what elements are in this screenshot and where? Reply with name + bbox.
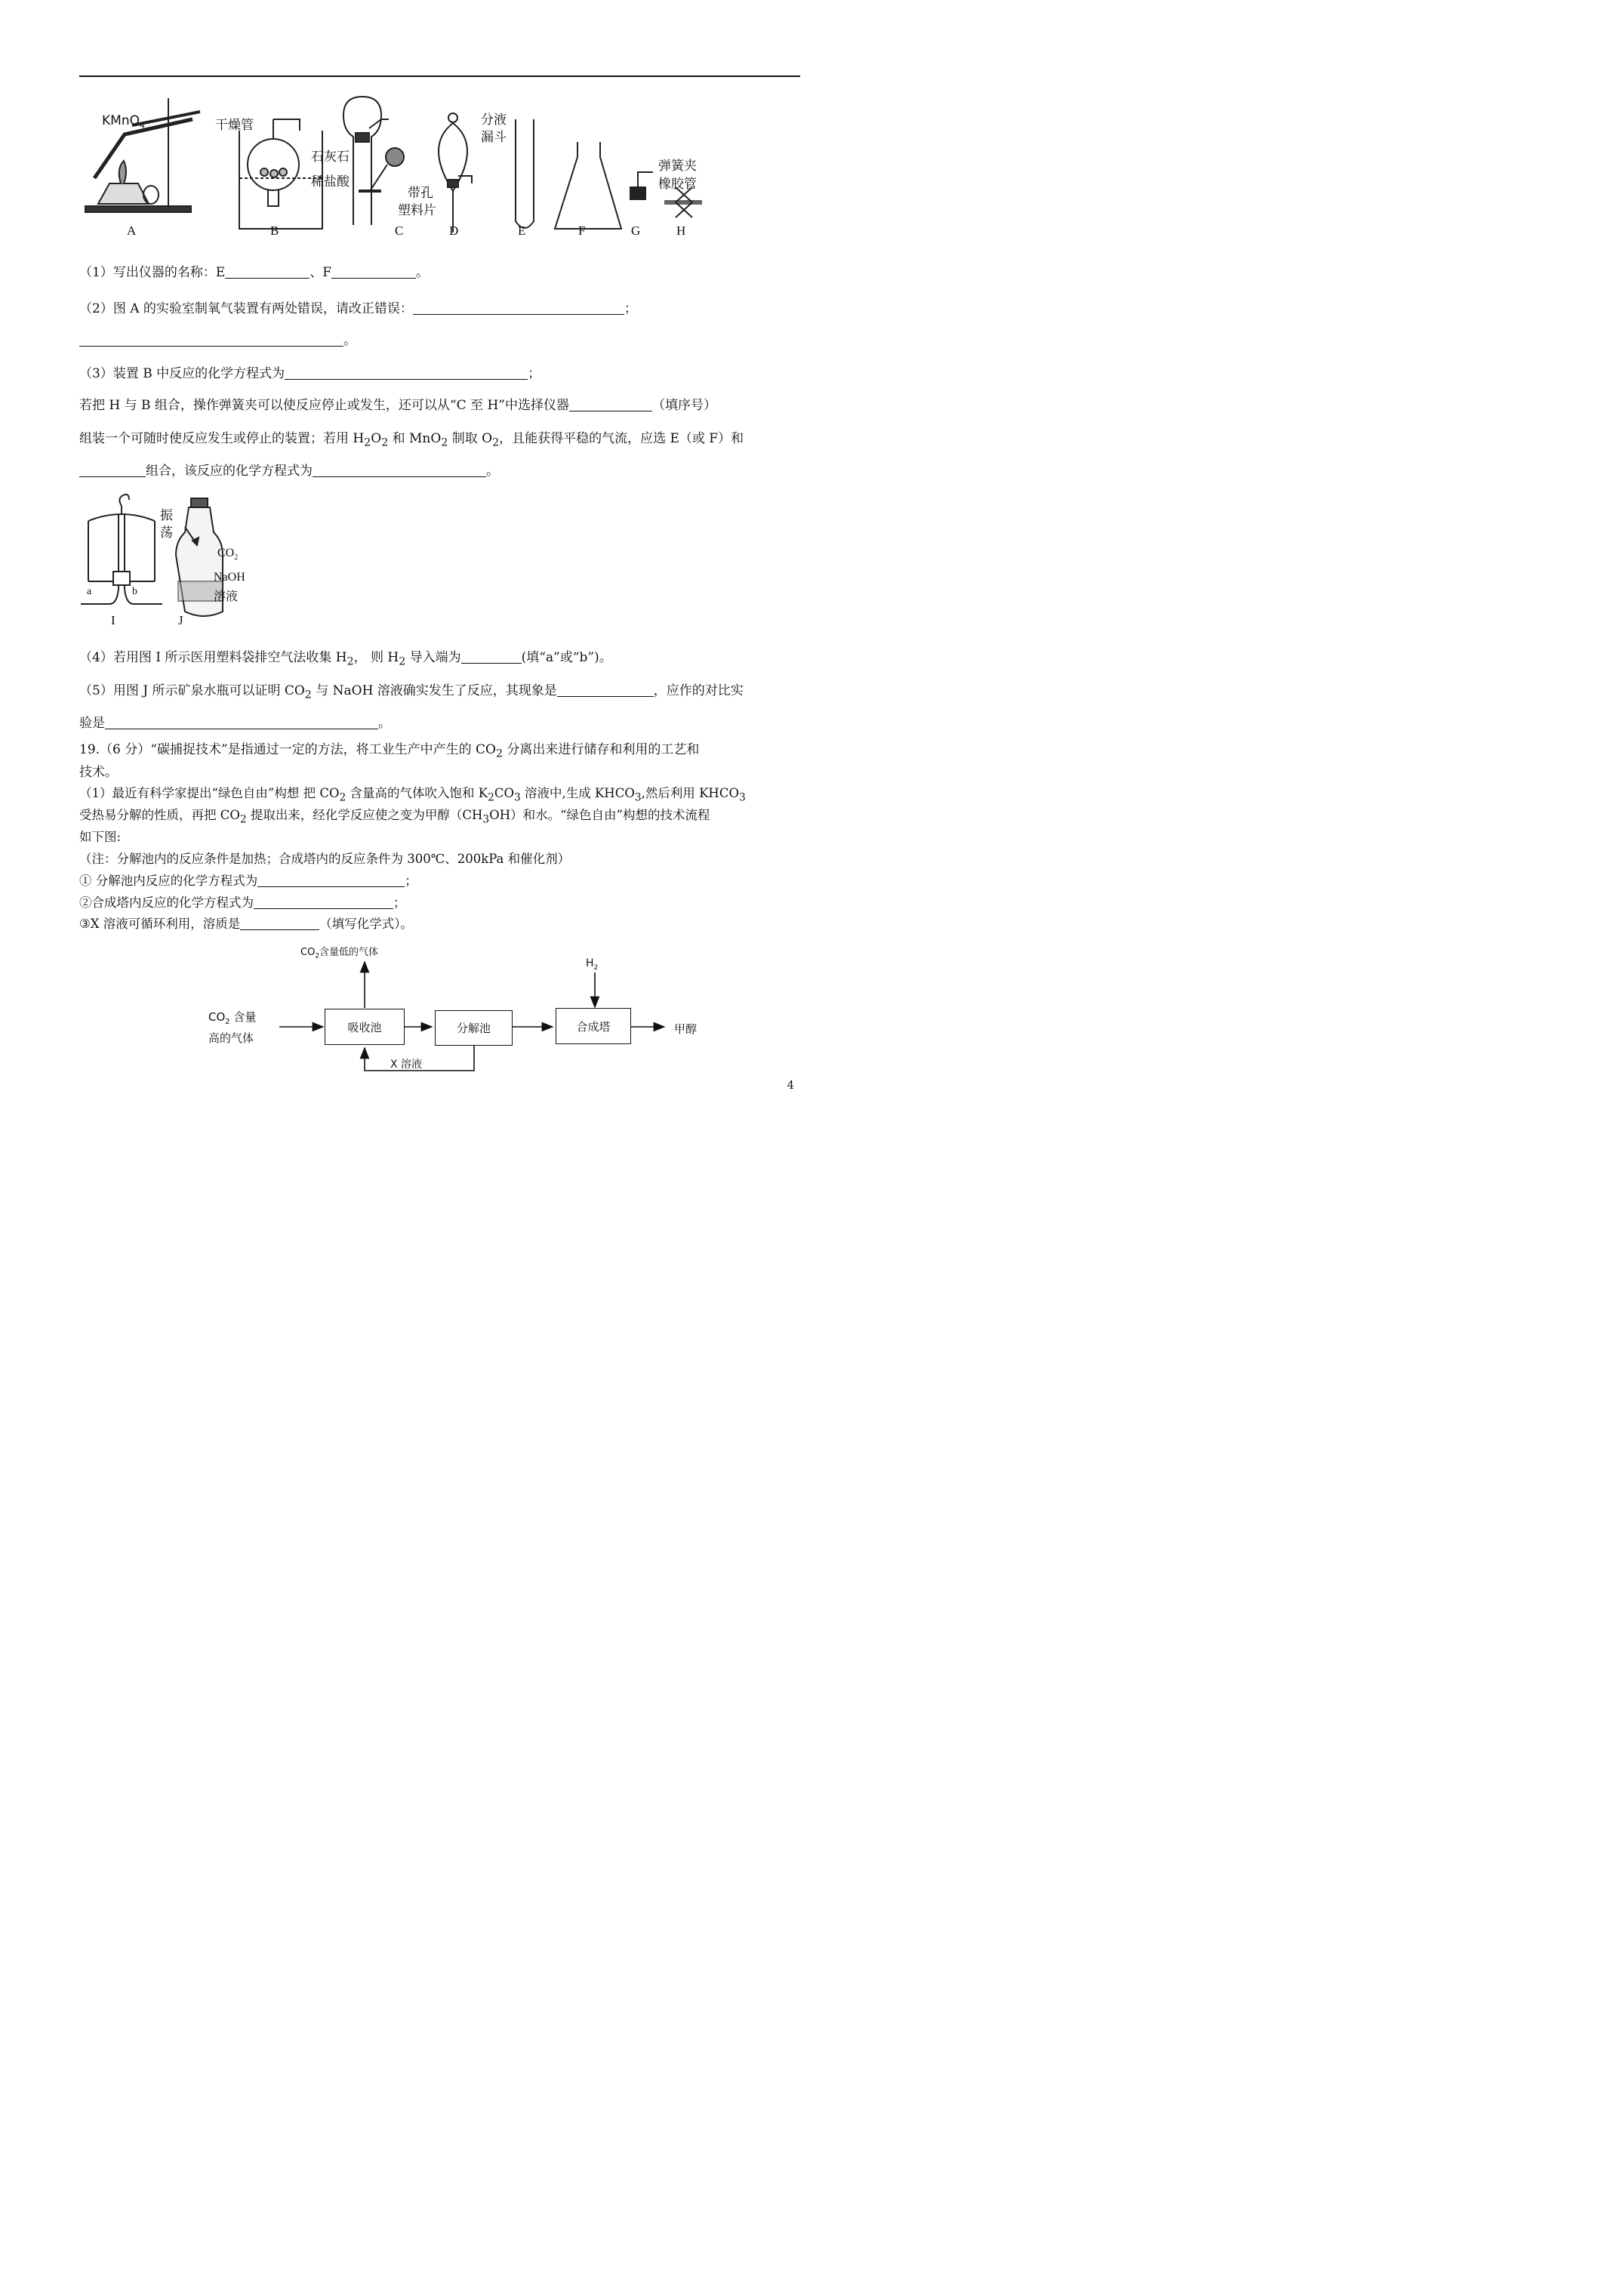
label-rubber-tube: 橡胶管 [658, 177, 697, 192]
question-19-part1-line1: （1）最近有科学家提出“绿色自由”构想 把 $CO_2$ 含量高的气体吹入饱和 $K_2CO_3$ 溶液中,生成 $KHCO_3$,然后利用 $KHCO_3$ [79, 786, 746, 804]
label-spring-clip: 弹簧夹 [658, 159, 697, 174]
label-limestone: 石灰石 [311, 149, 350, 165]
question-3-line1: （3）装置 B 中反应的化学方程式为 ； [79, 366, 541, 381]
question-4: （4）若用图 I 所示医用塑料袋排空气法收集 $H_2$， 则 $H_2$ 导入端为 (填“a”或“b”)。 [79, 650, 612, 668]
caption-f: F [578, 223, 586, 238]
page-number: 4 [787, 1078, 794, 1092]
question-19-sub1: ① 分解池内反应的化学方程式为 ； [79, 874, 417, 888]
label-perforated-2: 塑料片 [398, 203, 436, 218]
label-sep-funnel-2: 漏斗 [481, 130, 507, 145]
question-19-part1-line2: 受热易分解的性质，再把 $CO_2$ 提取出来，经化学反应使之变为甲醇$(CH_3OH)$和水。“绿色自由”构想的技术流程 [79, 808, 710, 826]
header-rule [79, 76, 800, 77]
label-dry-tube: 干燥管 [215, 118, 254, 133]
question-3-line4: 组合，该反应的化学方程式为 。 [79, 460, 499, 479]
label-sep-funnel-1: 分液 [481, 112, 507, 128]
caption-c: C [395, 223, 404, 238]
label-solution: 溶液 [214, 589, 239, 603]
flow-box-decompose: 分解池 [435, 1010, 513, 1046]
flow-methanol-label: 甲醇 [674, 1022, 698, 1036]
question-2: （2）图 A 的实验室制氧气装置有两处错误，请改正错误： ； [79, 301, 637, 316]
label-naoh: NaOH [214, 571, 245, 584]
question-2-cont: 。 [79, 329, 356, 348]
question-19-sub3: ③X 溶液可循环利用，溶质是 （填写化学式）。 [79, 917, 414, 931]
label-dilute-hcl: 稀盐酸 [311, 174, 350, 190]
flow-box-absorb: 吸收池 [325, 1009, 405, 1045]
caption-i: I [111, 613, 115, 627]
question-3-line2: 若把 H 与 B 组合，操作弹簧夹可以使反应停止或发生，还可以从“C 至 H”中选择仪器 （填序号） [79, 398, 716, 413]
caption-j: J [178, 613, 183, 627]
flow-x-solution-label: X 溶液 [390, 1059, 423, 1071]
label-shake-1: 振 [160, 508, 173, 523]
question-19-intro: 19.（6 分）“碳捕捉技术”是指通过一定的方法，将工业生产中产生的 $CO_2$ 分离出来进行储存和利用的工艺和 [79, 742, 700, 760]
bag-and-bottle-figure [79, 491, 268, 634]
caption-d: D [449, 223, 459, 238]
flow-low-co2-label: $CO_2$含量低的气体 [300, 947, 379, 960]
caption-b: B [270, 223, 279, 238]
question-19-sub2: ②合成塔内反应的化学方程式为 ； [79, 895, 406, 910]
caption-a: A [127, 223, 137, 238]
flow-input-label-1: $CO_2$ 含量 [208, 1010, 257, 1026]
question-5-line1: （5）用图 J 所示矿泉水瓶可以证明 $CO_2$ 与 NaOH 溶液确实发生了反应，其现象是 ，应作的对比实 [79, 683, 744, 701]
label-kmno4: KMnO$_4$ [102, 113, 145, 131]
caption-h: H [676, 223, 686, 238]
flow-input-label-2: 高的气体 [208, 1031, 254, 1045]
question-19-part1-line3: 如下图: [79, 830, 122, 844]
label-perforated-1: 带孔 [408, 186, 433, 201]
question-19-note: （注：分解池内的反应条件是加热；合成塔内的反应条件为 300℃、200kPa 和催化剂） [79, 852, 571, 866]
label-co2: $CO_2$ [217, 547, 239, 562]
label-a: a [87, 586, 92, 597]
caption-g: G [631, 223, 641, 238]
flow-h2-label: $H_2$ [586, 957, 599, 972]
flow-box-synth: 合成塔 [556, 1008, 631, 1044]
question-3-line3: 组装一个可随时使反应发生或停止的装置；若用 $H_2O_2$ 和 MnO$_2$ 制取 $O_2$，且能获得平稳的气流，应选 E（或 F）和 [79, 431, 744, 449]
apparatus-figure [79, 89, 744, 244]
question-5-line2: 验是 。 [79, 716, 391, 731]
question-1: （1）写出仪器的名称：E 、F 。 [79, 265, 430, 280]
caption-e: E [518, 223, 526, 238]
label-shake-2: 荡 [160, 525, 173, 541]
label-b: b [132, 586, 137, 597]
question-19-intro-cont: 技术。 [79, 765, 118, 780]
